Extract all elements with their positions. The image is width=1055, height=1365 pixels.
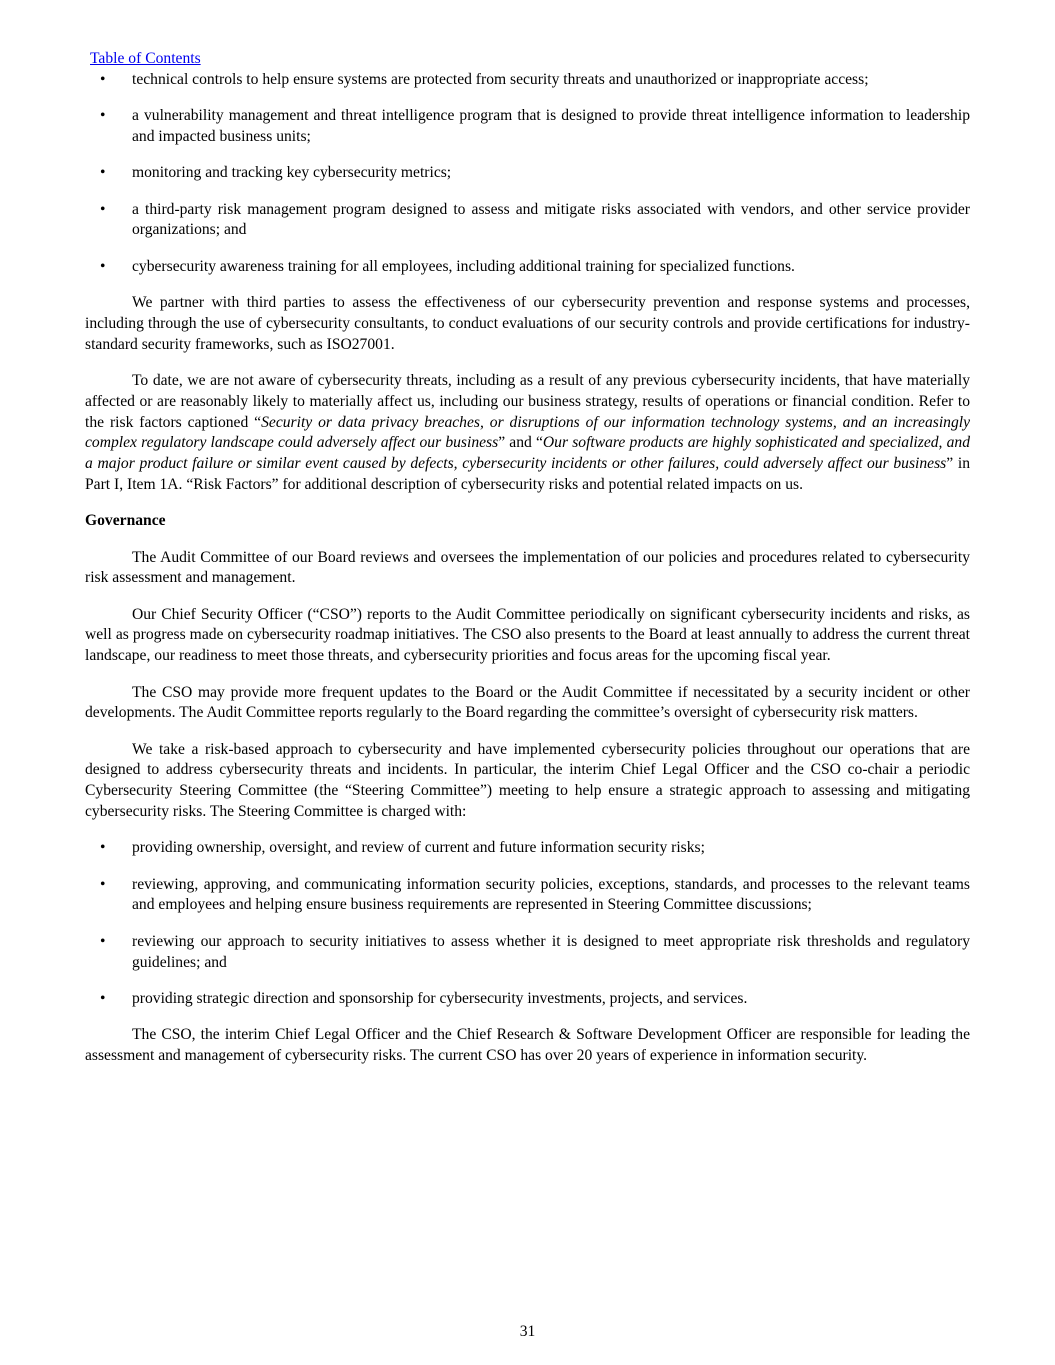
list-item: • reviewing, approving, and communicating information security policies, exceptions, standards, and processes to the relevant teams and employees and helping ensure business requirements are represented in Steering Committee discussions; <box>100 875 970 914</box>
bullet-icon: • <box>100 107 106 125</box>
bullet-icon: • <box>100 200 106 218</box>
bullet-icon: • <box>100 932 106 950</box>
bullet-icon: • <box>100 875 106 893</box>
paragraph-cso-updates: The CSO may provide more frequent updates to the Board or the Audit Committee if necessitated by a security incident or other developments. The Audit Committee reports regularly to the Board regarding the committee’s oversight of cybersecurity risk matters. <box>85 683 970 722</box>
bullet-icon: • <box>100 989 106 1007</box>
paragraph-third-party-partners: We partner with third parties to assess the effectiveness of our cybersecurity prevention and response systems and processes, including through the use of cybersecurity consultants, to conduct evaluations of our security controls and provide certifications for industry-standard security frameworks, such as ISO27001. <box>85 294 970 353</box>
list-item: • providing strategic direction and sponsorship for cybersecurity investments, projects, and services. <box>85 989 970 1010</box>
paragraph-audit-committee: The Audit Committee of our Board reviews and oversees the implementation of our policies and procedures related to cybersecurity risk assessment and management. <box>85 548 970 587</box>
bullet-icon: • <box>100 71 106 88</box>
paragraph-cso-reports: Our Chief Security Officer (“CSO”) reports to the Audit Committee periodically on significant cybersecurity incidents and risks, as well as progress made on cybersecurity roadmap initiatives. The CSO also presents to the Board at least annually to address the current threat landscape, our readiness to meet those threats, and cybersecurity priorities and focus areas for the upcoming fiscal year. <box>85 605 970 665</box>
paragraph-cso-responsibility: The CSO, the interim Chief Legal Officer and the Chief Research & Software Development Officer are responsible for leading the assessment and management of cybersecurity risks. The current CSO has over 20 years of experience in information security. <box>85 1026 970 1064</box>
bullet-icon: • <box>100 257 106 275</box>
list-item: • providing ownership, oversight, and review of current and future information security risks; <box>85 838 970 859</box>
bullet-list-steering-committee <box>85 838 970 1009</box>
list-item: • a vulnerability management and threat intelligence program that is designed to provide threat intelligence information to leadership and impacted business units; <box>100 107 970 146</box>
bullet-icon: • <box>100 164 106 182</box>
paragraph-to-date: To date, we are not aware of cybersecurity threats, including as a result of any previous cybersecurity incidents, that have materially affected or are reasonably likely to materially affect us, including our business strategy, results of operations or financial condition. Refer to the risk factors captioned “Security or data privacy breaches, or disruptions of our information technology systems, and an increasingly complex regulatory landscape could adversely affect our business” and “Our software products are highly sophisticated and specialized, and a major product failure or similar event caused by defects, cybersecurity incidents or other failures, could adversely affect our business” in Part I, Item 1A. “Risk Factors” for additional description of cybersecurity risks and potential related impacts on us. <box>85 371 971 493</box>
page-content <box>85 70 970 1082</box>
paragraph-risk-based-approach: We take a risk-based approach to cybersecurity and have implemented cybersecurity policies throughout our operations that are designed to address cybersecurity threats and incidents. In particular, the interim Chief Legal Officer and the CSO co-chair a periodic Cybersecurity Steering Committee (the “Steering Committee”) meeting to help ensure a strategic approach to assessing and mitigating cybersecurity risks. The Steering Committee is charged with: <box>85 740 970 821</box>
bullet-icon: • <box>100 839 106 857</box>
bullet-list-controls <box>85 70 970 278</box>
risk-factor-caption-1: Security or data privacy breaches, or disruptions of our information technology systems, and an increasingly complex regulatory landscape could adversely affect our business <box>85 413 971 452</box>
list-item: • monitoring and tracking key cybersecurity metrics; <box>85 163 970 184</box>
list-item: • a third-party risk management program designed to assess and mitigate risks associated with vendors, and other service provider organizations; and <box>100 200 970 239</box>
page-number: 31 <box>519 1323 536 1340</box>
list-item: • cybersecurity awareness training for all employees, including additional training for specialized functions. <box>85 257 970 278</box>
risk-factor-caption-2: Our software products are highly sophisticated and specialized, and a major product failure or similar event caused by defects, cybersecurity incidents or other failures, could adversely affect our business <box>85 434 971 473</box>
list-item: • technical controls to help ensure systems are protected from security threats and unauthorized or inappropriate access; <box>85 70 970 91</box>
table-of-contents-link[interactable]: Table of Contents <box>90 50 201 67</box>
governance-heading: Governance <box>85 512 166 530</box>
list-item: • reviewing our approach to security initiatives to assess whether it is designed to meet appropriate risk thresholds and regulatory guidelines; and <box>100 932 970 971</box>
